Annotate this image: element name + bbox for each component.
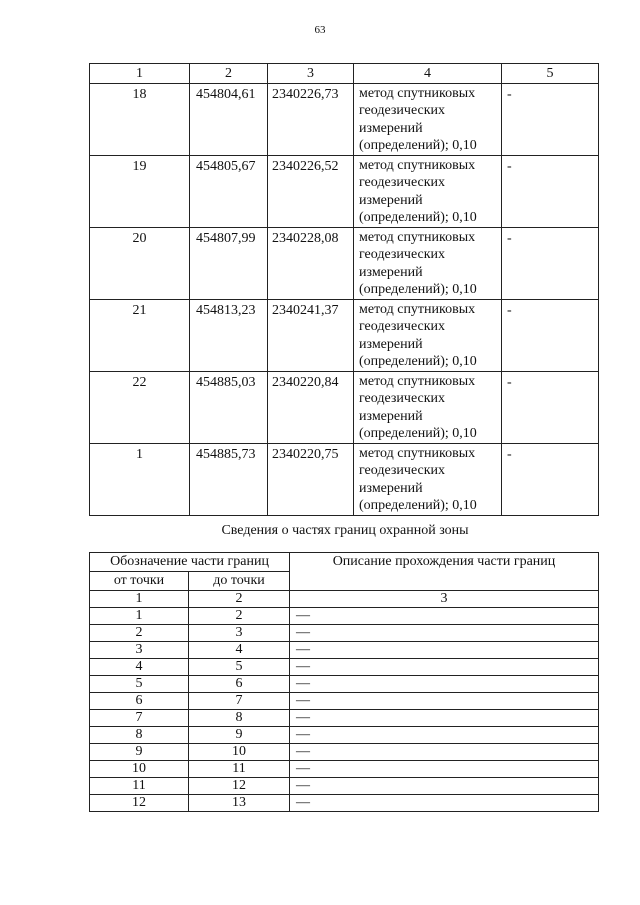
method-line: метод спутниковых: [359, 230, 476, 245]
x-coordinate-cell: 454885,03: [190, 372, 268, 444]
method-line: (определений); 0,10: [359, 282, 477, 298]
method-line: геодезических: [359, 391, 446, 407]
y-coordinate-cell: 2340220,84: [268, 372, 354, 444]
method-line: измерений: [359, 408, 423, 424]
method-line: геодезических: [359, 463, 446, 479]
to-point-cell: 4: [189, 642, 290, 659]
from-point-cell: 9: [90, 744, 189, 761]
table-row: [90, 659, 599, 676]
from-point-cell: 12: [90, 795, 189, 812]
method-line: метод спутниковых: [359, 302, 476, 317]
point-number-cell: 19: [90, 156, 190, 228]
x-coordinate-cell: 454804,61: [190, 84, 268, 156]
y-coordinate-cell: 2340226,52: [268, 156, 354, 228]
column-number: 2: [189, 591, 290, 608]
method-line: метод спутниковых: [359, 158, 476, 173]
note-cell: -: [502, 372, 599, 444]
column-number: 2: [190, 64, 268, 84]
table-row: [90, 228, 599, 300]
x-coordinate-cell: 454885,73: [190, 444, 268, 516]
method-line: (определений); 0,10: [359, 426, 477, 442]
description-cell: —: [290, 608, 599, 625]
table-row: [90, 778, 599, 795]
description-cell: —: [290, 744, 599, 761]
method-line: геодезических: [359, 319, 446, 335]
method-line: измерений: [359, 264, 423, 280]
note-cell: -: [502, 156, 599, 228]
column-number-row: [90, 64, 599, 84]
method-cell: [354, 228, 502, 300]
column-number: 3: [290, 591, 599, 608]
header-from-point: от точки: [90, 572, 189, 591]
column-number: 1: [90, 591, 189, 608]
page-number: 63: [314, 24, 326, 36]
from-point-cell: 11: [90, 778, 189, 795]
point-number-cell: 20: [90, 228, 190, 300]
header-to-point: до точки: [189, 572, 290, 591]
to-point-cell: 11: [189, 761, 290, 778]
to-point-cell: 5: [189, 659, 290, 676]
section-title: Сведения о частях границ охранной зоны: [221, 523, 469, 538]
table-row: [90, 300, 599, 372]
method-line: измерений: [359, 120, 423, 136]
description-cell: —: [290, 676, 599, 693]
method-line: измерений: [359, 336, 423, 352]
from-point-cell: 3: [90, 642, 189, 659]
table-row: [90, 608, 599, 625]
x-coordinate-cell: 454807,99: [190, 228, 268, 300]
y-coordinate-cell: 2340226,73: [268, 84, 354, 156]
description-cell: —: [290, 727, 599, 744]
from-point-cell: 1: [90, 608, 189, 625]
point-number-cell: 22: [90, 372, 190, 444]
column-number-row: [90, 591, 599, 608]
description-cell: —: [290, 710, 599, 727]
column-number: 3: [268, 64, 354, 84]
table-row: [90, 761, 599, 778]
table-row: [90, 795, 599, 812]
method-line: (определений); 0,10: [359, 354, 477, 370]
from-point-cell: 7: [90, 710, 189, 727]
description-cell: —: [290, 625, 599, 642]
column-number: 5: [502, 64, 599, 84]
note-cell: -: [502, 444, 599, 516]
note-cell: -: [502, 300, 599, 372]
from-point-cell: 10: [90, 761, 189, 778]
method-line: геодезических: [359, 103, 446, 119]
table-row: [90, 642, 599, 659]
table-row: [90, 156, 599, 228]
table-row: [90, 693, 599, 710]
from-point-cell: 5: [90, 676, 189, 693]
header-row: [90, 553, 599, 572]
method-line: геодезических: [359, 175, 446, 191]
column-number: 4: [354, 64, 502, 84]
from-point-cell: 2: [90, 625, 189, 642]
method-line: (определений); 0,10: [359, 138, 477, 154]
point-number-cell: 18: [90, 84, 190, 156]
table-row: [90, 444, 599, 516]
header-boundary-designation: Обозначение части границ: [90, 553, 290, 572]
to-point-cell: 6: [189, 676, 290, 693]
method-line: измерений: [359, 192, 423, 208]
x-coordinate-cell: 454805,67: [190, 156, 268, 228]
coordinates-table: [89, 63, 599, 516]
method-cell: [354, 300, 502, 372]
table-row: [90, 372, 599, 444]
header-description: Описание прохождения части границ: [290, 553, 599, 591]
to-point-cell: 13: [189, 795, 290, 812]
method-cell: [354, 84, 502, 156]
description-cell: —: [290, 778, 599, 795]
method-line: (определений); 0,10: [359, 210, 477, 226]
to-point-cell: 7: [189, 693, 290, 710]
description-cell: —: [290, 642, 599, 659]
note-cell: -: [502, 228, 599, 300]
to-point-cell: 9: [189, 727, 290, 744]
point-number-cell: 21: [90, 300, 190, 372]
table-row: [90, 625, 599, 642]
to-point-cell: 12: [189, 778, 290, 795]
table-row: [90, 727, 599, 744]
method-line: измерений: [359, 480, 423, 496]
method-line: геодезических: [359, 247, 446, 263]
method-cell: [354, 156, 502, 228]
table-row: [90, 84, 599, 156]
description-cell: —: [290, 795, 599, 812]
table-row: [90, 676, 599, 693]
to-point-cell: 3: [189, 625, 290, 642]
description-cell: —: [290, 659, 599, 676]
method-line: метод спутниковых: [359, 86, 476, 101]
y-coordinate-cell: 2340220,75: [268, 444, 354, 516]
method-line: метод спутниковых: [359, 446, 476, 461]
table-row: [90, 710, 599, 727]
y-coordinate-cell: 2340241,37: [268, 300, 354, 372]
from-point-cell: 4: [90, 659, 189, 676]
column-number: 1: [90, 64, 190, 84]
method-line: (определений); 0,10: [359, 498, 477, 514]
y-coordinate-cell: 2340228,08: [268, 228, 354, 300]
from-point-cell: 8: [90, 727, 189, 744]
method-cell: [354, 372, 502, 444]
table-row: [90, 744, 599, 761]
to-point-cell: 10: [189, 744, 290, 761]
description-cell: —: [290, 693, 599, 710]
point-number-cell: 1: [90, 444, 190, 516]
to-point-cell: 2: [189, 608, 290, 625]
boundary-parts-table: [89, 552, 599, 812]
description-cell: —: [290, 761, 599, 778]
to-point-cell: 8: [189, 710, 290, 727]
method-line: метод спутниковых: [359, 374, 476, 389]
x-coordinate-cell: 454813,23: [190, 300, 268, 372]
from-point-cell: 6: [90, 693, 189, 710]
note-cell: -: [502, 84, 599, 156]
method-cell: [354, 444, 502, 516]
